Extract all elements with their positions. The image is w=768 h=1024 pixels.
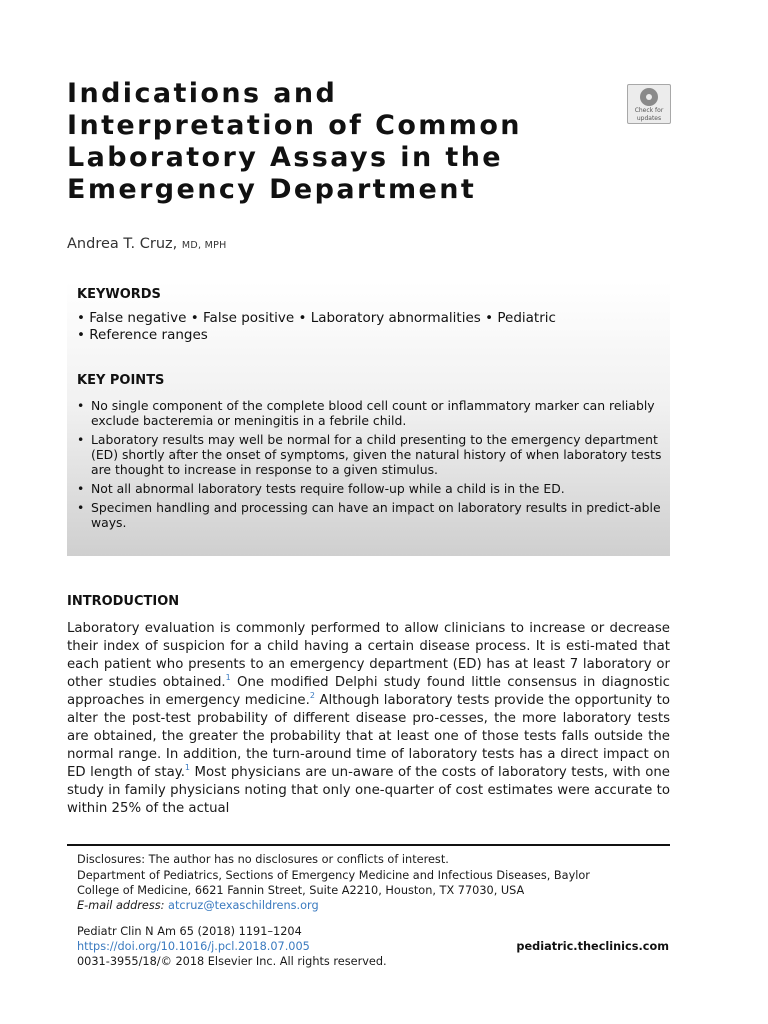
badge-label-2: updates	[636, 115, 662, 122]
journal-website[interactable]: pediatric.theclinics.com	[516, 940, 669, 953]
author-degrees: MD, MPH	[181, 240, 227, 251]
key-point-item: • No single component of the complete blood cell count or inflammatory marker can reliably exclude bacteremia or meningitis in a febrile child.	[77, 398, 662, 428]
title-line: Laboratory Assays in the	[67, 142, 504, 173]
title-line: Interpretation of Common	[67, 110, 522, 141]
reference-link[interactable]: 1	[184, 763, 191, 773]
key-point-item: • Laboratory results may well be normal for a child presenting to the emergency department (ED) shortly after the onset of symptoms, given the natural history of when laboratory tests are thought to increase in response to a given stimulus.	[77, 432, 662, 477]
email-line	[77, 898, 319, 913]
footer-divider	[67, 844, 670, 846]
copyright-text: 0031-3955/18/© 2018 Elsevier Inc. All rights reserved.	[77, 955, 387, 968]
key-points-list	[77, 398, 662, 534]
badge-label-1: Check for	[634, 107, 664, 114]
disclosures-text: Disclosures: The author has no disclosures or conflicts of interest.	[77, 853, 449, 866]
affiliation-line: College of Medicine, 6621 Fannin Street, Suite A2210, Houston, TX 77030, USA	[77, 884, 525, 897]
email-link[interactable]: atcruz@texaschildrens.org	[168, 899, 319, 912]
introduction-heading: INTRODUCTION	[67, 594, 180, 609]
keywords-line: • Reference ranges	[77, 327, 208, 343]
citation-text: Pediatr Clin N Am 65 (2018) 1191–1204	[77, 925, 302, 938]
keywords-heading: KEYWORDS	[77, 287, 161, 302]
title-line: Indications and	[67, 78, 338, 109]
introduction-paragraph	[67, 620, 670, 819]
author-name: Andrea T. Cruz,	[67, 236, 178, 252]
paragraph-text: Laboratory evaluation is commonly performed to allow clinicians to increase or decrease their index of suspicion for a child having a certain disease process. It is esti-mated that each patient who presents to an emergency department (ED) has at least 7 laboratory or other studies obtained.	[67, 621, 670, 691]
reference-link[interactable]: 2	[309, 691, 315, 701]
affiliation-line: Department of Pediatrics, Sections of Emergency Medicine and Infectious Diseases, Baylor	[77, 869, 590, 882]
author-line	[67, 236, 227, 252]
paragraph-text: Although laboratory tests provide the opportunity to alter the post-test probability of different disease pro-cesses, the more laboratory tests are obtained, the greater the probability that at least one of those tests falls outside the normal range. In addition, the turn-around time of laboratory tests has a direct impact on ED length of stay.	[67, 693, 670, 781]
check-for-updates-badge[interactable]	[627, 84, 671, 124]
paragraph-text: One modified Delphi study found little consensus in diagnostic approaches in emergency medicine.	[67, 675, 670, 709]
email-label: E-mail address:	[77, 899, 165, 912]
title-line: Emergency Department	[67, 174, 477, 205]
paragraph-text: Most physicians are un-aware of the costs of laboratory tests, with one study in family physicians noting that only one-quarter of cost estimates were accurate to within 25% of the actual	[67, 765, 670, 817]
reference-link[interactable]: 1	[225, 673, 231, 683]
key-point-item: • Specimen handling and processing can have an impact on laboratory results in predict-able ways.	[77, 500, 662, 530]
article-title	[67, 78, 587, 206]
key-point-item: • Not all abnormal laboratory tests require follow-up while a child is in the ED.	[77, 481, 662, 496]
keywords-line: • False negative • False positive • Laboratory abnormalities • Pediatric	[77, 310, 556, 326]
doi-link[interactable]: https://doi.org/10.1016/j.pcl.2018.07.005	[77, 940, 310, 953]
crossmark-icon	[640, 88, 658, 106]
key-points-heading: KEY POINTS	[77, 373, 165, 388]
keywords-keypoints-box	[67, 281, 670, 556]
